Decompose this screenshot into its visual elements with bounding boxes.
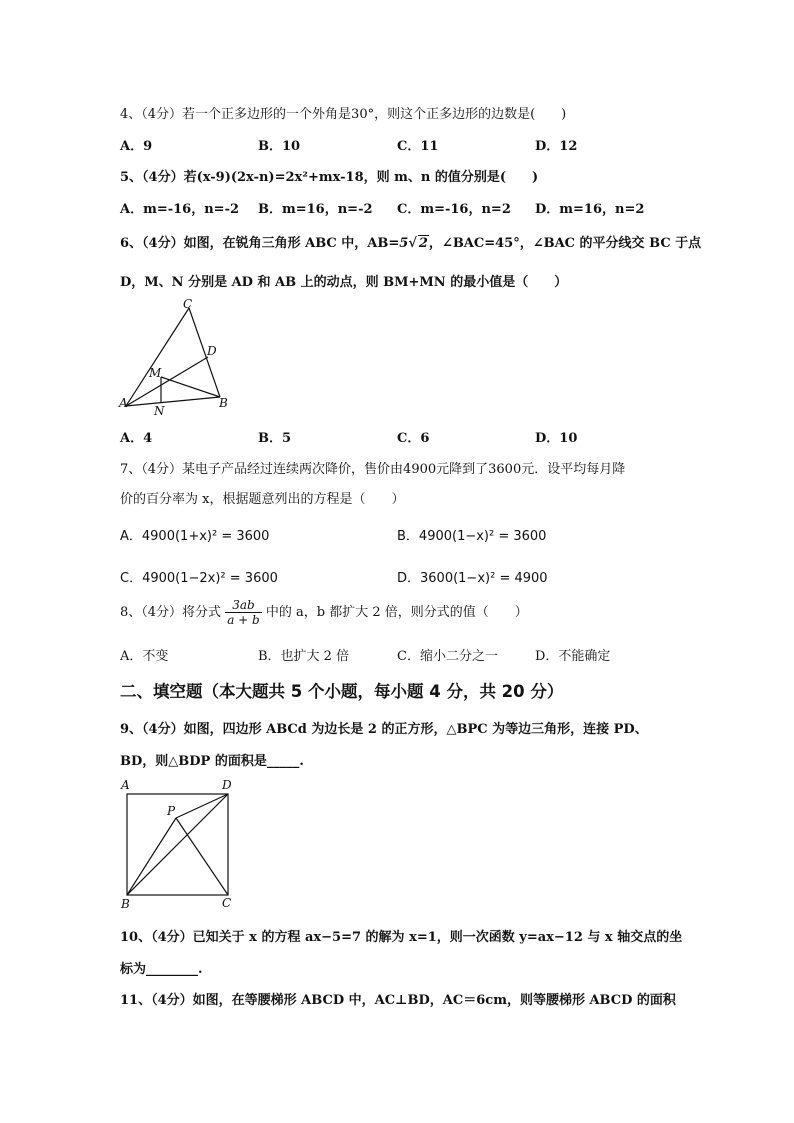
- q6-label-n: N: [154, 404, 165, 415]
- q8-fraction-denominator: a + b: [227, 613, 260, 627]
- q8-option-c: C．缩小二分之一: [397, 649, 498, 664]
- q8-option-b: B．也扩大 2 倍: [258, 649, 350, 664]
- q6-stem-line1: [120, 232, 701, 251]
- q6-label-b: B: [219, 396, 228, 410]
- q4-option-d: D．12: [535, 139, 578, 154]
- q5-option-a: A．m=-16，n=-2: [120, 202, 240, 217]
- q6-stem-part-a: 6、（4分）如图，在锐角三角形 ABC 中，AB=: [120, 236, 400, 251]
- q6-label-a: A: [119, 396, 128, 410]
- q5-option-b: B．m=16，n=-2: [258, 202, 373, 217]
- q6-sqrt-coef: 5: [399, 236, 409, 251]
- q6-label-m: M: [149, 366, 162, 380]
- sqrt-icon: √: [408, 236, 417, 251]
- q9-segment-pc: [176, 818, 228, 895]
- q9-segment-bp: [127, 818, 176, 895]
- q9-stem-line2: BD，则△BDP 的面积是_____.: [120, 754, 304, 769]
- q7-stem-line1: 7、（4分）某电子产品经过连续两次降价，售价由4900元降到了3600元．设平均每月降: [120, 462, 626, 477]
- q8-stem: [120, 598, 528, 627]
- q6-stem-line2: D，M、N 分别是 AD 和 AB 上的动点，则 BM+MN 的最小值是（ ）: [120, 275, 568, 290]
- q9-label-p: P: [167, 804, 176, 818]
- q6-sqrt-value: 2: [418, 236, 428, 251]
- q6-segment-bm: [161, 377, 220, 397]
- q8-option-a: A．不变: [120, 649, 169, 664]
- q7-stem-line2: 价的百分率为 x，根据题意列出的方程是（ ）: [120, 492, 405, 507]
- q11-stem: 11、（4分）如图，在等腰梯形 ABCD 中，AC⊥BD，AC＝6cm，则等腰梯形 ABCD 的面积: [120, 993, 676, 1008]
- q6-side-ac: [126, 308, 189, 406]
- q4-option-a: A．9: [120, 139, 153, 154]
- q7-option-c: C．4900(1−2x)² = 3600: [120, 571, 278, 586]
- q6-option-d: D．10: [535, 431, 578, 446]
- q4-option-c: C．11: [397, 139, 439, 154]
- q6-bisector-ad: [126, 357, 208, 406]
- q8-stem-part-b: 中的 a，b 都扩大 2 倍，则分式的值（ ）: [265, 605, 528, 620]
- q10-stem-line2: 标为________.: [120, 962, 203, 977]
- q6-stem-part-b: ，∠BAC=45°，∠BAC 的平分线交 BC 于点: [428, 236, 702, 251]
- q4-option-b: B．10: [258, 139, 301, 154]
- q9-square-figure: [115, 776, 241, 910]
- q7-option-b: B．4900(1−x)² = 3600: [397, 529, 547, 544]
- q6-side-ab: [126, 397, 220, 406]
- q9-label-b: B: [121, 897, 130, 910]
- q8-fraction-numerator: 3ab: [225, 598, 262, 613]
- q6-option-c: C．6: [397, 431, 430, 446]
- q4-stem: 4、（4分）若一个正多边形的一个外角是30°，则这个正多边形的边数是( ): [120, 107, 567, 122]
- q9-label-d: D: [222, 778, 232, 792]
- q7-option-d: D．3600(1−x)² = 4900: [397, 571, 548, 586]
- q9-stem-line1: 9、（4分）如图，四边形 ABCd 为边长是 2 的正方形，△BPC 为等边三角形，连接 PD、: [120, 722, 648, 737]
- q5-option-c: C．m=-16，n=2: [397, 202, 511, 217]
- q6-label-d: D: [207, 344, 217, 358]
- q6-option-a: A．4: [120, 431, 153, 446]
- q7-option-a: A．4900(1+x)² = 3600: [120, 529, 270, 544]
- q5-option-d: D．m=16，n=2: [535, 202, 645, 217]
- q6-label-c: C: [183, 297, 193, 311]
- q8-option-d: D．不能确定: [535, 649, 611, 664]
- q5-stem: 5、（4分）若(x-9)(2x-n)=2x²+mx-18，则 m、n 的值分别是( ): [120, 170, 539, 185]
- q6-option-b: B．5: [258, 431, 292, 446]
- q6-triangle-figure: [116, 297, 234, 415]
- q9-diagonal-bd: [127, 794, 228, 895]
- q8-fraction: [225, 598, 262, 627]
- q9-label-a: A: [121, 778, 130, 792]
- section-title: 二、填空题（本大题共 5 个小题，每小题 4 分，共 20 分）: [120, 682, 564, 701]
- q9-label-c: C: [222, 896, 232, 910]
- q10-stem-line1: 10、（4分）已知关于 x 的方程 ax−5=7 的解为 x=1，则一次函数 y=ax−12 与 x 轴交点的坐: [120, 930, 683, 945]
- q9-segment-pd: [176, 794, 228, 818]
- q8-stem-part-a: 8、（4分）将分式: [120, 605, 222, 620]
